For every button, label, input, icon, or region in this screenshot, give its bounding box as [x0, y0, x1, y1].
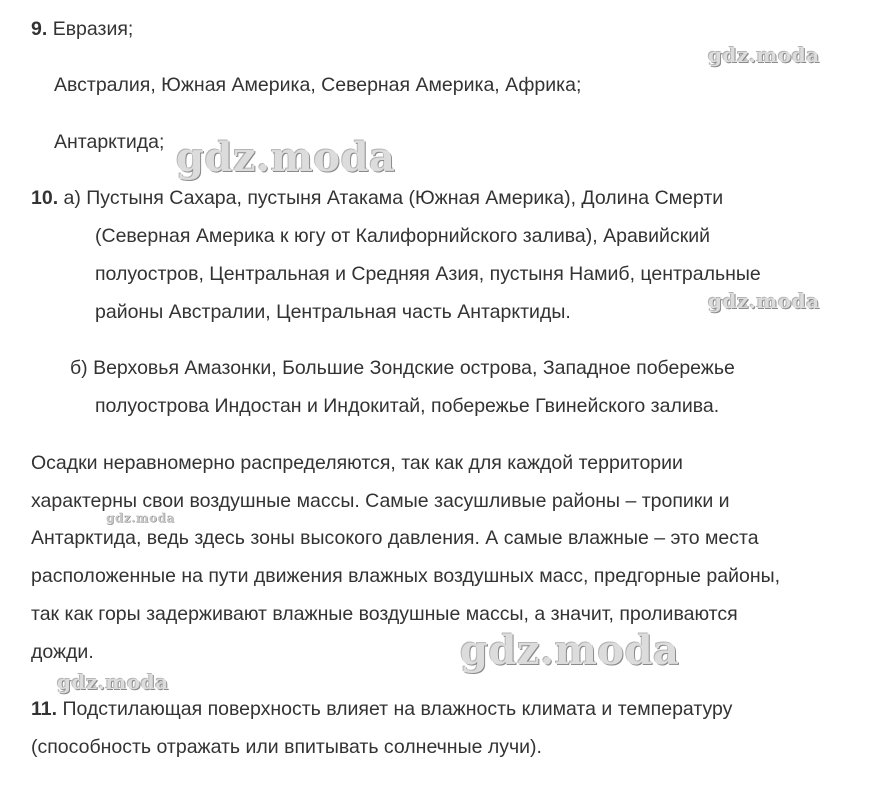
q11-line-2: (способность отражать или впитывать солнечные лучи).: [31, 736, 542, 758]
q9-line-3: Антарктида;: [54, 131, 165, 153]
q10-a-line-1: [31, 186, 723, 210]
q10-paragraph-line-2: характерны свои воздушные массы. Самые засушливые районы – тропики и: [31, 490, 730, 512]
watermark-logo: gdz.moda: [708, 289, 820, 313]
q10-a-line-2: (Северная Америка к югу от Калифорнийского залива), Аравийский: [95, 225, 711, 247]
q10-a-text-1: а) Пустыня Сахара, пустыня Атакама (Южная Америка), Долина Смерти: [63, 187, 724, 209]
q9-line-1: [31, 17, 133, 41]
q10-a-line-4: районы Австралии, Центральная часть Антарктиды.: [95, 301, 571, 323]
q9-number: 9.: [31, 18, 48, 40]
q11-text-1: Подстилающая поверхность влияет на влажность климата и температуру: [62, 698, 733, 720]
q10-paragraph-line-4: расположенные на пути движения влажных воздушных масс, предгорные районы,: [31, 565, 781, 587]
watermark-logo: gdz.moda: [57, 670, 169, 694]
q10-b-line-2: полуострова Индостан и Индокитай, побережье Гвинейского залива.: [95, 395, 720, 417]
watermark-logo: gdz.moda: [460, 627, 680, 674]
q11-line-1: [31, 697, 732, 721]
q9-line-2: Австралия, Южная Америка, Северная Америка, Африка;: [54, 74, 582, 96]
q10-paragraph-line-5: так как горы задерживают влажные воздушные массы, а значит, проливаются: [31, 603, 738, 625]
q9-text-1: Евразия;: [52, 18, 134, 40]
watermark-logo: gdz.moda: [176, 134, 396, 181]
q10-a-line-3: полуостров, Центральная и Средняя Азия, пустыня Намиб, центральные: [95, 263, 761, 285]
q10-paragraph-line-6: дожди.: [31, 641, 94, 663]
q10-paragraph-line-1: Осадки неравномерно распределяются, так как для каждой территории: [31, 452, 683, 474]
q10-b-line-1: б) Верховья Амазонки, Большие Зондские острова, Западное побережье: [70, 357, 735, 379]
watermark-logo: gdz.moda: [106, 511, 175, 525]
q11-number: 11.: [31, 698, 58, 720]
q10-paragraph-line-3: Антарктида, ведь здесь зоны высокого давления. А самые влажные – это места: [31, 527, 759, 549]
q10-number: 10.: [31, 187, 59, 209]
watermark-logo: gdz.moda: [708, 43, 820, 67]
